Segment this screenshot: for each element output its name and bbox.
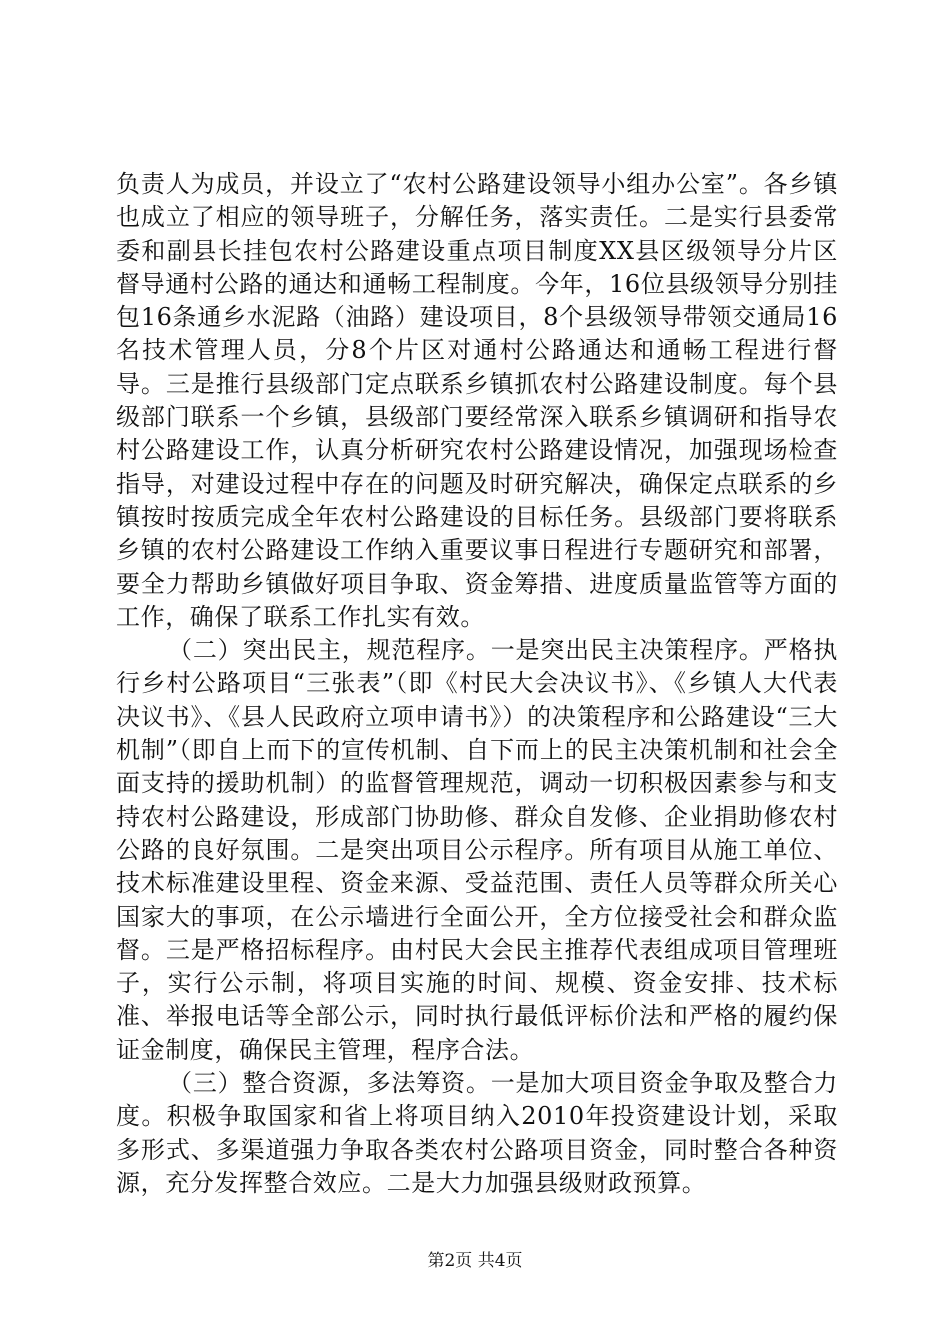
- paragraph-continued: 负责人为成员，并设立了“农村公路建设领导小组办公室”。各乡镇也成立了相应的领导班子，分解任务，落实责任。二是实行县委常委和副县长挂包农村公路建设重点项目制度XX县区级领导分片区督导通村公路的通达和通畅工程制度。今年，16位县级领导分别挂包16条通乡水泥路（油路）建设项目，8个县级领导带领交通局16名技术管理人员，分8个片区对通村公路通达和通畅工程进行督导。三是推行县级部门定点联系乡镇抓农村公路建设制度。每个县级部门联系一个乡镇，县级部门要经常深入联系乡镇调研和指导农村公路建设工作，认真分析研究农村公路建设情况，加强现场检查指导，对建设过程中存在的问题及时研究解决，确保定点联系的乡镇按时按质完成全年农村公路建设的目标任务。县级部门要将联系乡镇的农村公路建设工作纳入重要议事日程进行专题研究和部署，要全力帮助乡镇做好项目争取、资金筹措、进度质量监管等方面的工作，确保了联系工作扎实有效。: [116, 170, 838, 631]
- paragraph-section-3: （三）整合资源，多法筹资。一是加大项目资金争取及整合力度。积极争取国家和省上将项目纳入2010年投资建设计划，采取多形式、多渠道强力争取各类农村公路项目资金，同时整合各种资源，充分发挥整合效应。二是大力加强县级财政预算。: [116, 1069, 838, 1197]
- page-number-footer: 第2页 共4页: [427, 1251, 523, 1271]
- document-body: [116, 168, 838, 1200]
- paragraph-section-2: （二）突出民主，规范程序。一是突出民主决策程序。严格执行乡村公路项目“三张表”（即《村民大会决议书》、《乡镇人大代表决议书》、《县人民政府立项申请书》）的决策程序和公路建设“三大机制”（即自上而下的宣传机制、自下而上的民主决策机制和社会全面支持的援助机制）的监督管理规范，调动一切积极因素参与和支持农村公路建设，形成部门协助修、群众自发修、企业捐助修农村公路的良好氛围。二是突出项目公示程序。所有项目从施工单位、技术标准建设里程、资金来源、受益范围、责任人员等群众所关心国家大的事项，在公示墙进行全面公开，全方位接受社会和群众监督。三是严格招标程序。由村民大会民主推荐代表组成项目管理班子，实行公示制，将项目实施的时间、规模、资金安排、技术标准、举报电话等全部公示，同时执行最低评标价法和严格的履约保证金制度，确保民主管理，程序合法。: [116, 636, 838, 1064]
